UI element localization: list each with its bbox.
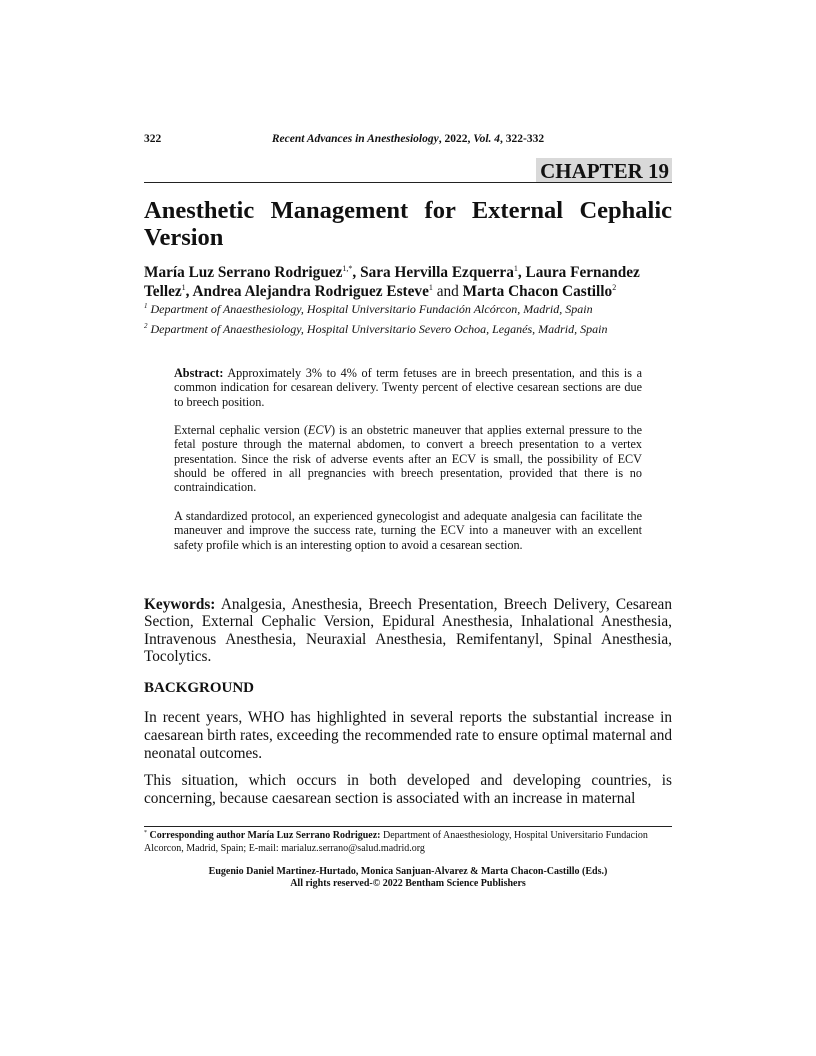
- affiliation-text: Department of Anaesthesiology, Hospital Universitario Severo Ochoa, Leganés, Madrid, Spain: [150, 322, 608, 336]
- body-paragraph: In recent years, WHO has highlighted in several reports the substantial increase in caesarean birth rates, exceeding the recommended rate to ensure optimal maternal and neonatal outcomes.: [144, 709, 672, 762]
- abbreviation: ECV: [307, 423, 331, 437]
- title-line-1: Anesthetic Management for External Cephalic: [144, 197, 672, 224]
- footnote-text: Department of Anaesthesiology, Hospital Universitario Fundacion Alcorcon, Madrid, Spain; E-mail: marialuz.serrano@salud.madrid.org: [144, 830, 648, 854]
- affiliation-mark: 2: [144, 322, 148, 330]
- author-name: Sara Hervilla Ezquerra: [360, 264, 514, 281]
- publisher-info: [144, 866, 672, 890]
- page-number: 322: [144, 133, 162, 145]
- affiliation-mark: 1: [144, 302, 148, 310]
- author-name: Laura Fernandez Tellez: [144, 264, 640, 300]
- abstract-text: Approximately 3% to 4% of term fetuses are in breech presentation, and this is a common indication for cesarean delivery. Twenty percent of elective cesarean sections are due to breech position.: [174, 366, 642, 409]
- abstract-paragraph-2: [174, 423, 642, 494]
- journal-name: Recent Advances in Anesthesiology: [271, 133, 439, 145]
- header-rule: [144, 182, 672, 183]
- journal-pages: 322-332: [505, 133, 545, 145]
- abstract-text: A standardized protocol, an experienced gynecologist and adequate analgesia can facilitate the maneuver and improve the success rate, turning the ECV into a maneuver with an excellent safety profile which is an interesting option to avoid a cesarean section.: [174, 509, 642, 552]
- keywords-text: Analgesia, Anesthesia, Breech Presentation, Breech Delivery, Cesarean Section, External Cephalic Version, Epidural Anesthesia, Inhalational Anesthesia, Intravenous Anesthesia, Neuraxial Anesthesia, Remifentanyl, Spinal Anesthesia, Tocolytics.: [144, 596, 672, 665]
- footnote-mark: *: [144, 830, 147, 836]
- affiliation: [144, 302, 684, 317]
- footnote-label: Corresponding author María Luz Serrano Rodriguez:: [147, 830, 381, 841]
- author-conjunction: and: [432, 283, 463, 300]
- body-paragraph: This situation, which occurs in both developed and developing countries, is concerning, because caesarean section is associated with an increase in maternal: [144, 772, 672, 807]
- journal-volume: Vol. 4: [473, 133, 501, 145]
- author-affiliation-mark: 1: [513, 264, 518, 273]
- abstract-text: External cephalic version (: [174, 423, 308, 437]
- editors-line: Eugenio Daniel Martinez-Hurtado, Monica Sanjuan-Alvarez & Marta Chacon-Castillo (Eds.): [208, 866, 608, 877]
- author-affiliation-mark: 1,*: [342, 264, 353, 273]
- title-line-2: Version: [144, 224, 224, 251]
- abstract-paragraph-3: [174, 509, 642, 552]
- abstract-paragraph-1: [174, 366, 642, 409]
- author-list: [144, 263, 672, 301]
- abstract-text: ) is an obstetric maneuver that applies external pressure to the fetal posture through the maternal abdomen, to convert a breech presentation to a vertex presentation. Since the risk of adverse events after an ECV is small, the possibility of ECV should be offered in all pregnancies with breech presentation, provided that there is no contraindication.: [174, 423, 642, 495]
- keywords-label: Keywords:: [144, 596, 216, 613]
- author-affiliation-mark: 1: [428, 283, 433, 292]
- section-heading: BACKGROUND: [144, 680, 255, 696]
- author-affiliation-mark: 2: [612, 283, 617, 292]
- keywords: [144, 596, 672, 665]
- abstract-label: Abstract:: [174, 366, 224, 380]
- author-separator: ,: [352, 264, 361, 281]
- author-separator: ,: [517, 264, 526, 281]
- copyright-line: All rights reserved-© 2022 Bentham Science Publishers: [290, 878, 526, 889]
- footnote: [144, 829, 672, 855]
- author-separator: ,: [185, 283, 193, 300]
- journal-citation: Recent Advances in Anesthesiology, 2022, Vol. 4, 322-332: [271, 133, 545, 145]
- journal-year: 2022: [444, 133, 468, 145]
- author-name: María Luz Serrano Rodriguez: [144, 264, 343, 281]
- author-affiliation-mark: 1: [181, 283, 186, 292]
- chapter-label: CHAPTER 19: [536, 158, 672, 183]
- author-name: Marta Chacon Castillo: [462, 283, 613, 300]
- footnote-rule: [144, 826, 672, 827]
- chapter-title: [144, 197, 672, 251]
- running-head: [144, 133, 672, 149]
- author-name: Andrea Alejandra Rodriguez Esteve: [192, 283, 429, 300]
- affiliation: [144, 322, 684, 337]
- affiliation-text: Department of Anaesthesiology, Hospital Universitario Fundación Alcórcon, Madrid, Spain: [150, 302, 593, 316]
